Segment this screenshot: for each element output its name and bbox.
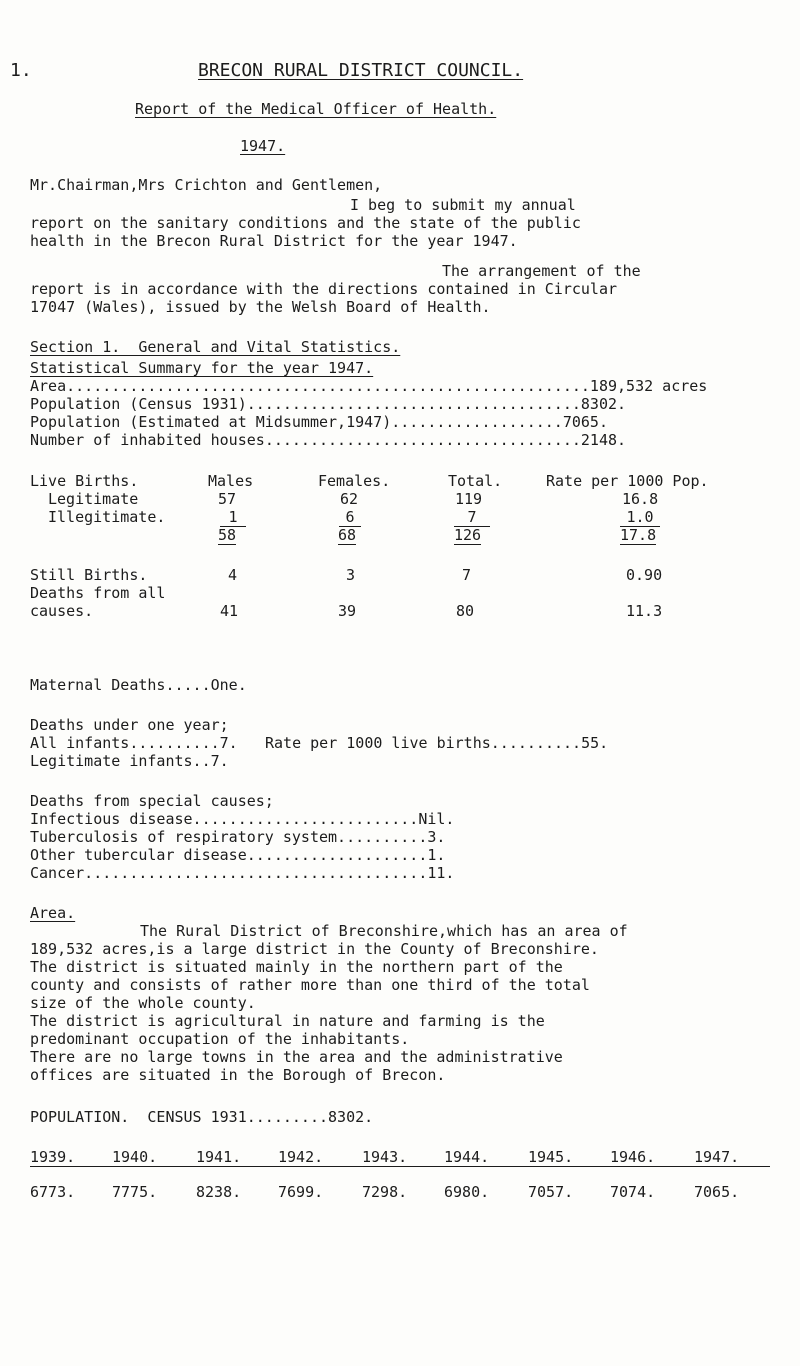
area-line-8: There are no large towns in the area and the administrative: [30, 1048, 563, 1066]
maternal-deaths: Maternal Deaths.....One.: [30, 676, 247, 694]
infant-deaths-rate: Rate per 1000 live births..........55.: [265, 734, 609, 752]
area-line-1: The Rural District of Breconshire,which has an area of: [140, 922, 628, 940]
area-line-2: 189,532 acres,is a large district in the County of Breconshire.: [30, 940, 599, 958]
header-rate: Rate per 1000 Pop.: [546, 472, 709, 490]
area-line-7: predominant occupation of the inhabitants.: [30, 1030, 410, 1048]
population-table: [30, 1148, 770, 1201]
population-values-row: 6773. 7775. 8238. 7699. 7298. 6980. 7057. 7074. 7065.: [30, 1183, 740, 1201]
births-header-row: [30, 472, 770, 490]
summary-row-houses: Number of inhabited houses...................................2148.: [30, 431, 627, 449]
births-table: [30, 472, 770, 620]
area-heading: Area.: [30, 904, 76, 922]
births-row-legitimate: Legitimate 57 62 119 16.8: [48, 490, 659, 508]
header-live-births: Live Births.: [30, 472, 139, 490]
intro-para2-line1: The arrangement of the: [442, 262, 641, 280]
header-males: Males: [208, 472, 254, 490]
infant-deaths-heading: Deaths under one year;: [30, 716, 229, 734]
area-line-6: The district is agricultural in nature and farming is the: [30, 1012, 545, 1030]
council-title: BRECON RURAL DISTRICT COUNCIL.: [198, 60, 524, 81]
intro-para2-line2: report is in accordance with the directions contained in Circular: [30, 280, 617, 298]
special-cause-infectious: Infectious disease.........................Nil.: [30, 810, 455, 828]
intro-para1-line1: I beg to submit my annual: [350, 196, 576, 214]
header-total: Total.: [448, 472, 503, 490]
intro-para2-line3: 17047 (Wales), issued by the Welsh Board of Health.: [30, 298, 491, 316]
area-line-5: size of the whole county.: [30, 994, 256, 1012]
special-causes-heading: Deaths from special causes;: [30, 792, 274, 810]
area-line-9: offices are situated in the Borough of Brecon.: [30, 1066, 446, 1084]
summary-row-census: Population (Census 1931).....................................8302.: [30, 395, 627, 413]
salutation: Mr.Chairman,Mrs Crichton and Gentlemen,: [30, 176, 383, 194]
births-row-totals: 58 68 126 17.8: [218, 526, 657, 544]
births-row-still: Still Births. 4 3 7 0.90: [30, 566, 663, 584]
page-number: 1.: [10, 60, 32, 81]
header-females: Females.: [318, 472, 391, 490]
report-title: Report of the Medical Officer of Health.: [135, 100, 497, 118]
special-cause-cancer: Cancer......................................11.: [30, 864, 455, 882]
births-row-deaths-label: Deaths from all: [30, 584, 166, 602]
area-line-3: The district is situated mainly in the northern part of the: [30, 958, 563, 976]
area-line-4: county and consists of rather more than one third of the total: [30, 976, 590, 994]
intro-para1-line2: report on the sanitary conditions and the state of the public: [30, 214, 581, 232]
report-year: 1947.: [240, 137, 286, 155]
intro-para1-line3: health in the Brecon Rural District for the year 1947.: [30, 232, 518, 250]
summary-row-estimated: Population (Estimated at Midsummer,1947)...................7065.: [30, 413, 608, 431]
infant-deaths-all: All infants..........7.: [30, 734, 238, 752]
infant-deaths-legitimate: Legitimate infants..7.: [30, 752, 229, 770]
summary-heading: Statistical Summary for the year 1947.: [30, 359, 374, 377]
population-years-row: 1939. 1940. 1941. 1942. 1943. 1944. 1945. 1946. 1947.: [30, 1148, 770, 1167]
special-cause-other-tb: Other tubercular disease....................1.: [30, 846, 446, 864]
special-cause-tuberculosis: Tuberculosis of respiratory system..........3.: [30, 828, 446, 846]
population-heading: POPULATION. CENSUS 1931.........8302.: [30, 1108, 374, 1126]
summary-row-area: Area..........................................................189,532 acres: [30, 377, 708, 395]
births-row-deaths: causes. 41 39 80 11.3: [30, 602, 663, 620]
births-row-illegitimate: Illegitimate. 1 6 7 1.0: [30, 508, 770, 526]
section1-heading: Section 1. General and Vital Statistics.: [30, 338, 401, 356]
